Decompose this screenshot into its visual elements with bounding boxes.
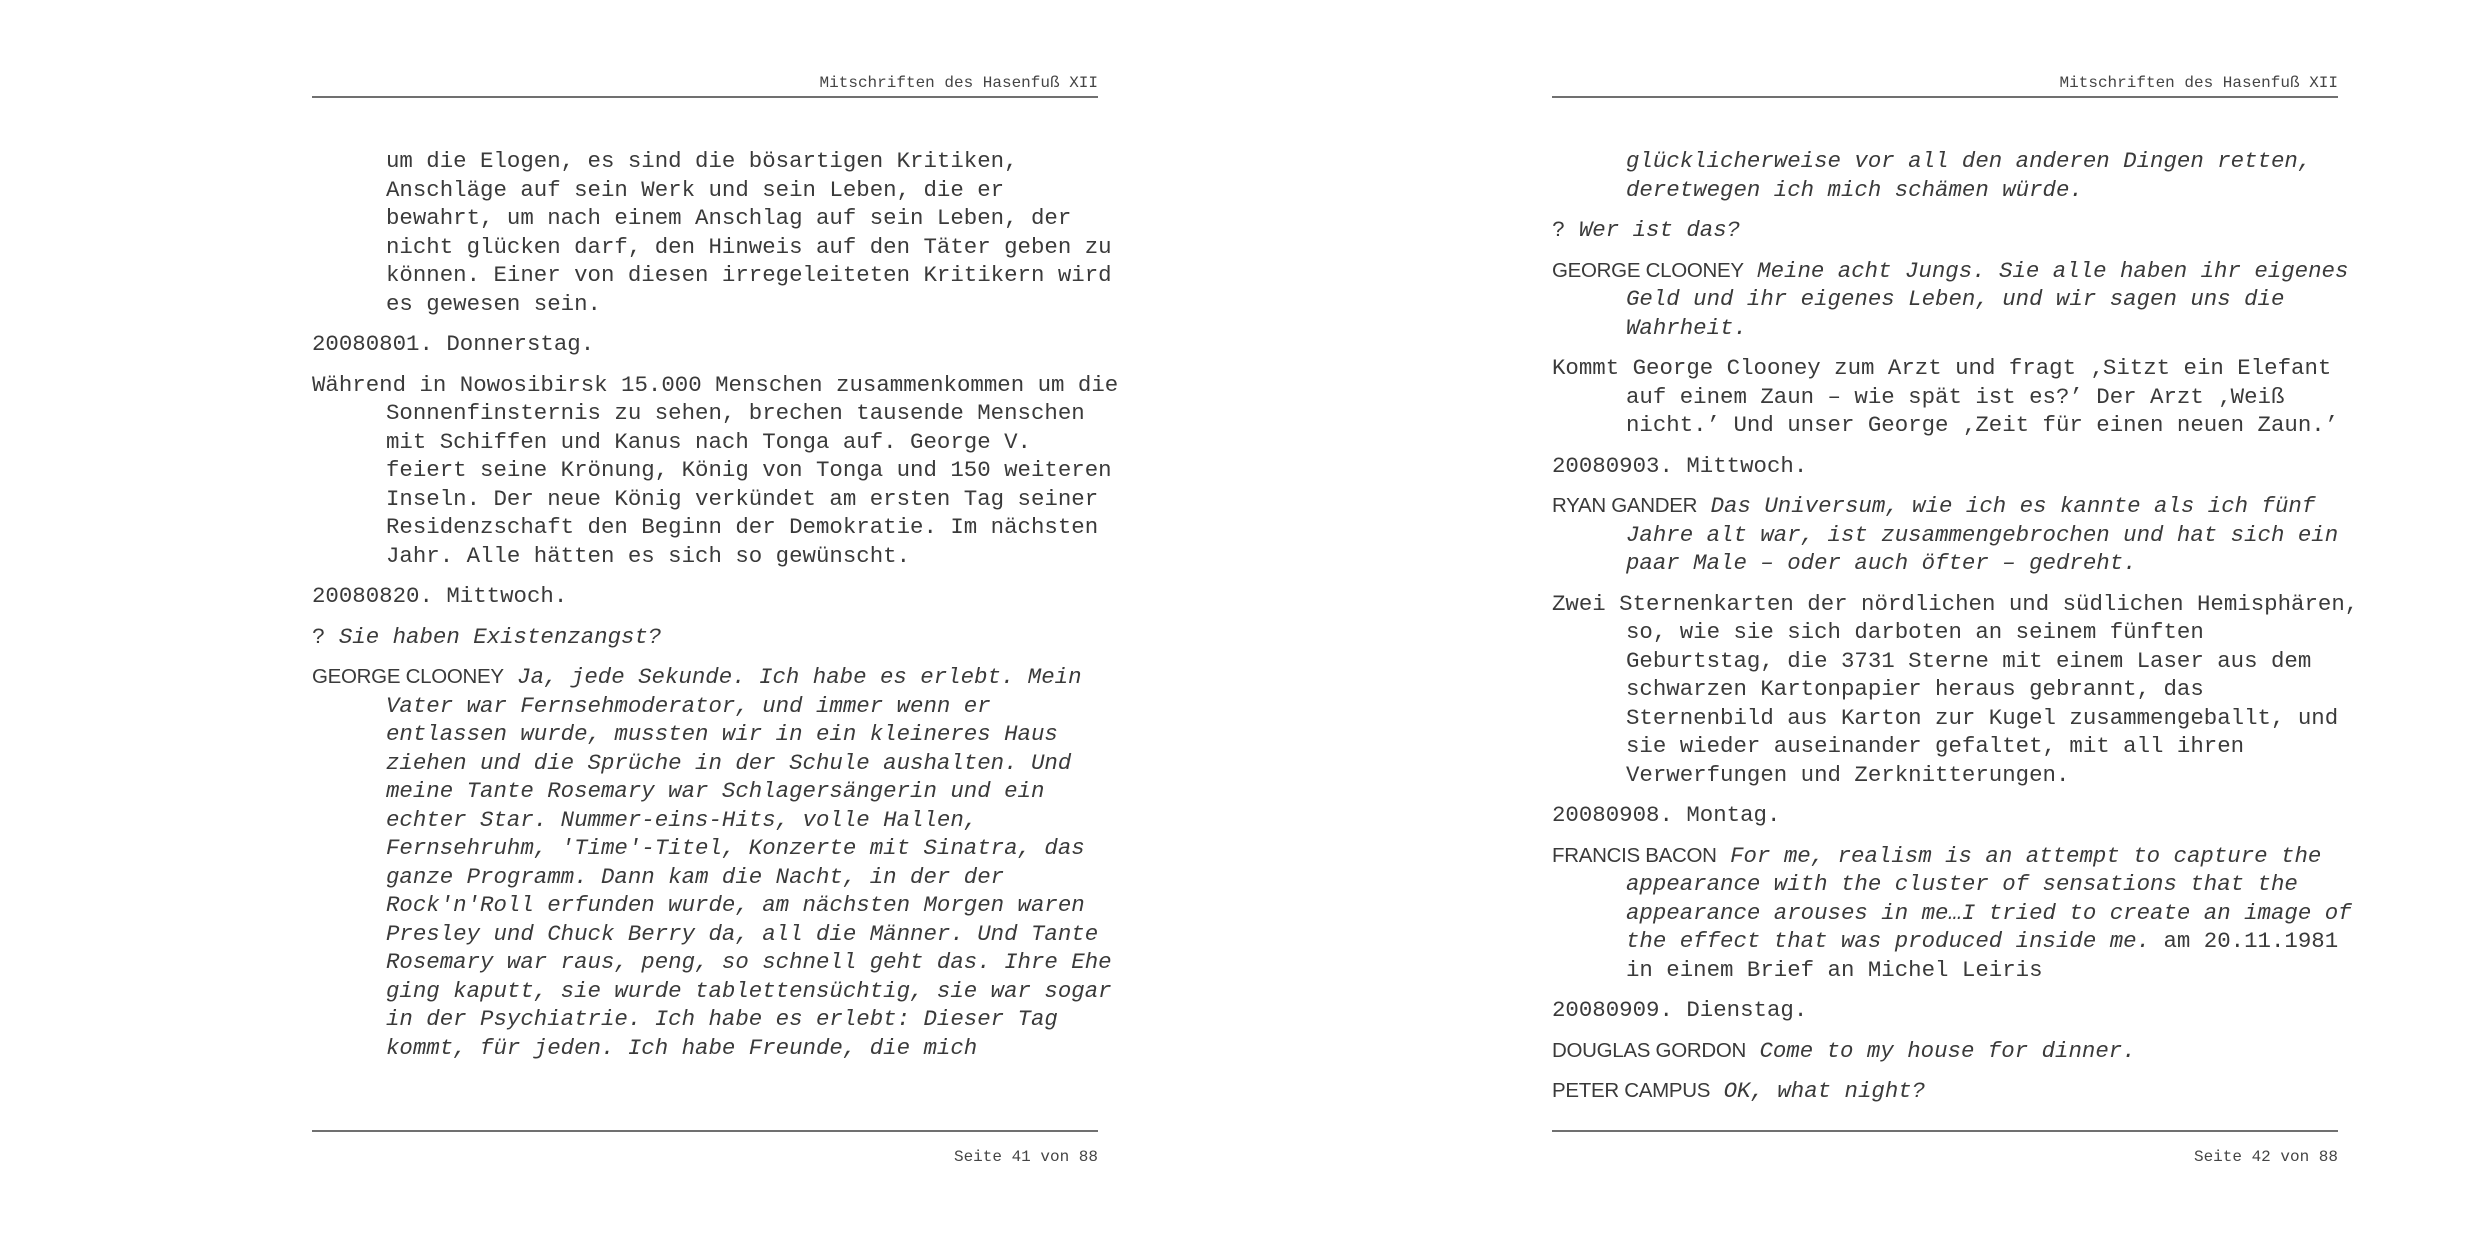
- speaker-name: PETER CAMPUS: [1552, 1079, 1711, 1102]
- date-entry: 20080801. Donnerstag.: [312, 331, 595, 357]
- interview-answer: GEORGE CLOONEY Meine acht Jungs. Sie alle haben ihr eigenes Geld und ihr eigenes Leben, und wir sagen uns die Wahrheit.: [1552, 257, 2349, 341]
- date-entry: 20080903. Mittwoch.: [1552, 452, 1808, 479]
- question-text: Sie haben Existenzangst?: [338, 623, 662, 650]
- question-text: Wer ist das?: [1578, 217, 1741, 243]
- paragraph-eclipse: Während in Nowosibirsk 15.000 Menschen zusammenkommen um die Sonnenfinsternis zu sehen, brechen tausende Menschen mit Schiffen und Kanus nach Tonga auf. George V. feiert seine Krönung, König von Tonga und 150 weiteren Inseln. Der neue König verkündet am ersten Tag seiner Residenzschaft den Beginn der Demokratie. Im nächsten Jahr. Alle hätten es sich so gewünscht.: [312, 371, 1119, 569]
- paragraph-star-maps: Zwei Sternenkarten der nördlichen und südlichen Hemisphären, so, wie sie sich darboten an seinem fünften Geburtstag, die 3731 Sterne mit einem Laser aus dem schwarzen Kartonpapier heraus gebrannt, das Sternenbild aus Karton zur Kugel zusammengeballt, und sie wieder auseinander gefaltet, mit all ihren Verwerfungen und Zerknitterungen.: [1552, 590, 2359, 788]
- speaker-name: GEORGE CLOONEY: [1552, 258, 1744, 282]
- date-entry: 20080909. Dienstag.: [1552, 997, 1808, 1023]
- question-mark: ?: [312, 623, 339, 650]
- paragraph-joke: Kommt George Clooney zum Arzt und fragt ‚Sitzt ein Elefant auf einem Zaun – wie spät ist es?’ Der Arzt ‚Weiß nicht.’ Und unser George ‚Zeit für einen neuen Zaun.’: [1552, 355, 2339, 438]
- speaker-name: GEORGE CLOONEY: [312, 665, 504, 688]
- interview-question: [312, 623, 1098, 652]
- date-entry: 20080820. Mittwoch.: [312, 583, 568, 609]
- left-page: [312, 0, 1119, 1240]
- speaker-name: RYAN GANDER: [1552, 494, 1698, 517]
- quote-continuation: um die Elogen, es sind die bösartigen Kritiken, Anschläge auf sein Werk und sein Leben, die er bewahrt, um nach einem Anschlag auf sein Leben, der nicht glücken darf, den Hinweis auf den Täter geben zu können. Einer von diesen irregeleiteten Kritikern wird es gewesen sein.: [386, 148, 1112, 317]
- right-page: [1552, 0, 2359, 1240]
- header-rule: [312, 96, 1098, 98]
- page-body: [312, 147, 1119, 1074]
- interview-answer: GEORGE CLOONEY Ja, jede Sekunde. Ich habe es erlebt. Mein Vater war Fernsehmoderator, und immer wenn er entlassen wurde, mussten wir in ein kleineres Haus ziehen und die Sprüche in der Schule aushalten. Und meine Tante Rosemary war Schlagersängerin und ein echter Star. Nummer-eins-Hits, volle Hallen, Fernsehruhm, 'Time'-Titel, Konzerte mit Sinatra, das ganze Programm. Dann kam die Nacht, in der der Rock'n'Roll erfunden wurde, am nächsten Morgen waren Presley und Chuck Berry da, all die Männer. Und Tante Rosemary war raus, peng, so schnell geht das. Ihre Ehe ging kaputt, sie wurde tablettensüchtig, sie war sogar in der Psychiatrie. Ich habe es erlebt: Dieser Tag kommt, für jeden. Ich habe Freunde, die mich: [312, 664, 1112, 1061]
- speaker-name: DOUGLAS GORDON: [1552, 1038, 1746, 1062]
- answer-continuation: glücklicherweise vor all den anderen Dingen retten, deretwegen ich mich schämen würde.: [1626, 148, 2312, 203]
- header-rule: [1552, 96, 2338, 98]
- quote-bacon: FRANCIS BACON For me, realism is an attempt to capture the appearance with the cluster of sensations that the appearance arouses in me…I tried to create an image of the effect that was produced inside me. am 20.11.1981 in einem Brief an Michel Leiris: [1552, 842, 2352, 983]
- speaker-name: FRANCIS BACON: [1552, 843, 1717, 867]
- quote-campus: PETER CAMPUS OK, what night?: [1552, 1078, 1926, 1104]
- interview-question: [1552, 216, 2338, 245]
- running-header: Mitschriften des Hasenfuß XII: [819, 74, 1098, 92]
- quote-gordon: DOUGLAS GORDON Come to my house for dinner.: [1552, 1037, 2136, 1064]
- running-header: Mitschriften des Hasenfuß XII: [2059, 74, 2338, 92]
- page-number: Seite 41 von 88: [953, 1148, 1098, 1166]
- page-body: [1552, 147, 2359, 1118]
- page-number: Seite 42 von 88: [2193, 1148, 2338, 1166]
- footer-rule: [312, 1130, 1098, 1132]
- question-mark: ?: [1552, 217, 1579, 243]
- quote-gander: RYAN GANDER Das Universum, wie ich es kannte als ich fünf Jahre alt war, ist zusammengebrochen und hat sich ein paar Male – oder auch öfter – gedreht.: [1552, 493, 2339, 576]
- footer-rule: [1552, 1130, 2338, 1132]
- date-entry: 20080908. Montag.: [1552, 802, 1781, 828]
